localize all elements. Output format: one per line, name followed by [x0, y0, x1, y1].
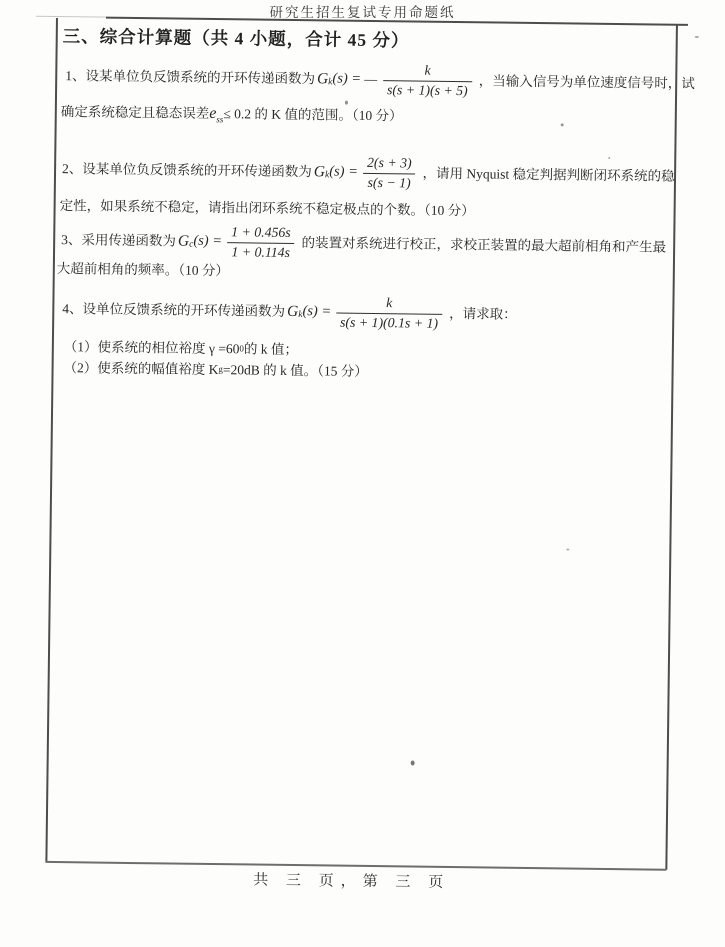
problem-4-item2-text-b: =20dB 的 k 值。（15 分）: [222, 362, 368, 379]
problem-1-tail: ，当输入信号为单位速度信号时，试: [478, 73, 695, 91]
problem-3-tail: 的装置对系统进行校正，求校正装置的最大超前相角和产生最: [301, 234, 667, 255]
problem-4-line-1: [62, 283, 517, 341]
scan-speck: [411, 761, 415, 766]
fraction-numerator: 1 + 0.456s: [231, 224, 291, 240]
fraction-denominator: 1 + 0.114s: [231, 243, 291, 260]
section-title: 三、综合计算题（共 4 小题，合计 45 分）: [62, 26, 410, 51]
scan-speck: [608, 157, 610, 159]
problem-4-formula: [287, 294, 448, 332]
problem-1-formula: [317, 61, 477, 99]
problem-1-line-1: [65, 53, 695, 107]
fn-args: (s) =: [329, 163, 359, 180]
fn-name: G: [316, 70, 329, 88]
scan-speck: [496, 308, 498, 310]
fn-name: G: [286, 303, 299, 321]
fn-subscript: k: [324, 170, 330, 181]
fraction: [336, 294, 442, 331]
page-header-title: 研究生招生复试专用命题纸: [269, 5, 456, 20]
problem-3-line2-text: 大超前相角的频率。（10 分）: [56, 261, 230, 279]
problem-2-line2-text: 定性，如果系统不稳定，请指出闭环系统不稳定极点的个数。（10 分）: [59, 198, 475, 219]
ess-subscript: ss: [216, 114, 224, 125]
problem-1-lead: 设某单位负反馈系统的开环传递函数为: [85, 68, 316, 87]
ess-base: e: [209, 104, 217, 123]
scan-speck: [345, 101, 348, 105]
gain-margin-subscript: g: [218, 364, 224, 375]
scan-speck: [566, 548, 569, 550]
problem-2-number: 2、: [62, 160, 83, 177]
problem-2-line-1: [62, 144, 675, 202]
problem-4-item2-text-a: （2）使系统的幅值裕度 K: [63, 360, 219, 378]
fraction: [383, 62, 472, 99]
frame-border-top-faint: [36, 16, 108, 18]
problem-4-tail: ，请求取：: [449, 305, 517, 322]
problem-1-line-2: [61, 100, 403, 129]
problem-2-lead: 设某单位负反馈系统的开环传递函数为: [82, 161, 312, 180]
frame-border-left: [45, 18, 58, 862]
problem-4-number: 4、: [62, 300, 83, 317]
problem-3-line-2: [57, 259, 229, 281]
problem-3-number: 3、: [61, 231, 82, 248]
problem-2-formula: [314, 154, 421, 191]
fraction-denominator: s(s + 1)(0.1s + 1): [339, 314, 439, 331]
fraction: [363, 155, 416, 192]
problem-3-lead: 采用传递函数为: [81, 232, 177, 249]
problem-3-formula: [178, 223, 300, 261]
steady-state-error-symbol: [209, 102, 223, 127]
problem-1-number: 1、: [65, 67, 86, 84]
problem-4-item-2: [63, 358, 367, 382]
scan-speck: [695, 36, 699, 38]
problem-4-item-1: [64, 337, 298, 360]
problem-4-item1-text-a: （1）使系统的相位裕度 γ =60: [63, 339, 240, 357]
problem-4-lead: 设单位反馈系统的开环传递函数为: [82, 301, 286, 319]
fraction-numerator: 2(s + 3): [366, 154, 412, 171]
fraction-denominator: s(s − 1): [367, 174, 411, 190]
problem-1-line2-text-a: 确定系统稳定且稳态误差: [60, 104, 210, 122]
fraction-numerator: k: [386, 295, 393, 311]
fraction-numerator: k: [424, 62, 431, 78]
scan-artifact-dash: [364, 79, 377, 80]
fn-args: (s) =: [332, 70, 362, 87]
fn-name: G: [313, 163, 326, 181]
page-footer: 共 三 页，第 三 页: [253, 872, 451, 892]
fn-subscript: k: [328, 77, 333, 88]
fn-args: (s) =: [302, 303, 332, 320]
fn-name: G: [177, 232, 190, 251]
fn-subscript: c: [189, 239, 194, 250]
problem-4-item1-text-b: 的 k 值；: [243, 341, 299, 358]
fn-args: (s) =: [193, 232, 223, 250]
fraction: [227, 224, 295, 261]
degree-superscript: 0: [239, 343, 245, 354]
problem-1-line2-text-b: ≤ 0.2 的 K 值的范围。（10 分）: [223, 106, 403, 124]
scan-speck: [561, 123, 564, 126]
problem-2-tail: ，请用 Nyquist 稳定判据判断闭环系统的稳: [422, 165, 675, 184]
fraction-denominator: s(s + 1)(s + 5): [386, 81, 468, 98]
fn-subscript: k: [298, 309, 303, 320]
